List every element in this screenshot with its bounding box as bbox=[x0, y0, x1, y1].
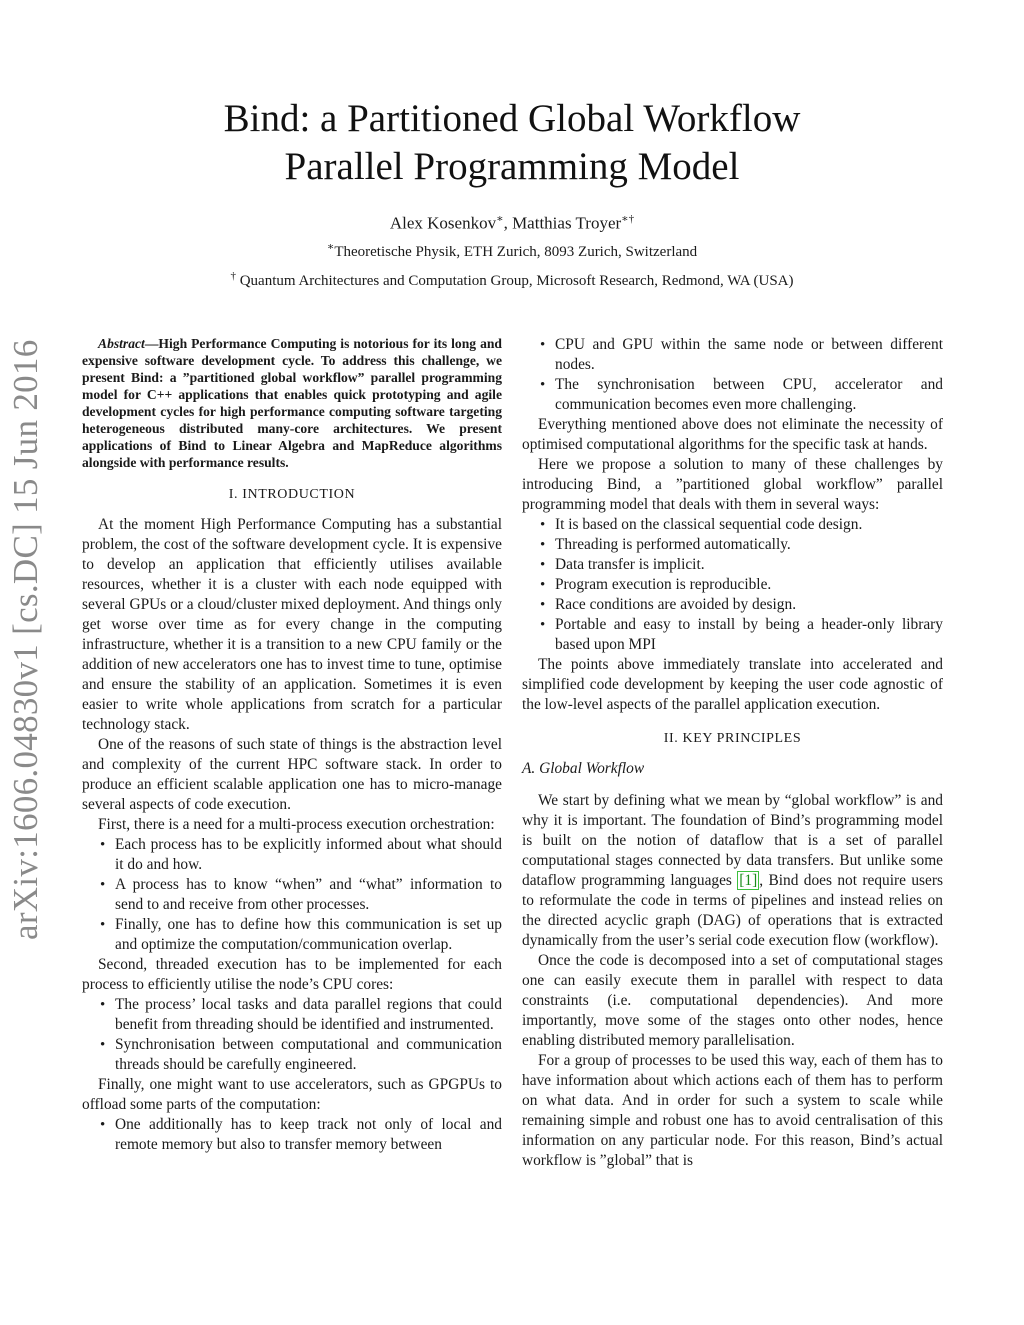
bullet-list bbox=[522, 515, 943, 655]
paragraph: One of the reasons of such state of things is the abstraction level and complexity of the current HPC software stack. In order to produce an efficient scalable application one has to micro-manage several aspects of code execution. bbox=[82, 736, 502, 813]
subsection-heading-global-workflow: A. Global Workflow bbox=[522, 760, 645, 777]
section-heading-key-principles: II. KEY PRINCIPLES bbox=[663, 731, 802, 746]
list-item: • The synchronisation between CPU, accelerator and communication becomes even more challenging. bbox=[522, 375, 943, 415]
list-item: • Each process has to be explicitly informed about what should it do and how. bbox=[82, 835, 502, 875]
list-item: • It is based on the classical sequential code design. bbox=[522, 515, 943, 535]
left-column bbox=[82, 335, 502, 1155]
paragraph: Everything mentioned above does not eliminate the necessity of optimised computational algorithms for the specific task at hands. bbox=[522, 416, 943, 453]
paragraph: Finally, one might want to use accelerators, such as GPGPUs to offload some parts of the computation: bbox=[82, 1076, 502, 1113]
paper-title bbox=[0, 95, 1024, 191]
paragraph: Once the code is decomposed into a set of computational stages one can easily execute them in parallel with respect to data constraints (i.e. computational dependencies). And more importantly, move some of the stages onto other nodes, hence enabling distributed memory parallelisation. bbox=[522, 952, 943, 1049]
paragraph: Second, threaded execution has to be implemented for each process to efficiently utilise the node’s CPU cores: bbox=[82, 956, 502, 993]
list-item: • Data transfer is implicit. bbox=[522, 555, 943, 575]
title-line-1: Bind: a Partitioned Global Workflow bbox=[223, 97, 801, 140]
affiliation-2: † Quantum Architectures and Computation Group, Microsoft Research, Redmond, WA (USA) bbox=[230, 269, 794, 289]
paragraph: For a group of processes to be used this way, each of them has to have information about which actions each of them has to perform on what data. And in order for such a system to scale while remaining simple and robust one has to avoid centralisation of this information on any particular node. For this reason, Bind’s actual workflow is ”global” that is bbox=[522, 1052, 943, 1169]
list-item: • Threading is performed automatically. bbox=[522, 535, 943, 555]
paragraph: The points above immediately translate into accelerated and simplified code development by keeping the user code agnostic of the low-level aspects of the parallel application execution. bbox=[522, 656, 943, 713]
list-item: • A process has to know “when” and “what” information to send to and receive from other processes. bbox=[82, 875, 502, 915]
bullet-list bbox=[522, 335, 943, 415]
citation-link[interactable]: [1] bbox=[739, 872, 758, 889]
author-names: Alex Kosenkov∗, Matthias Troyer∗† bbox=[389, 213, 635, 233]
paragraph: Here we propose a solution to many of these challenges by introducing Bind, a ”partitioned global workflow” parallel programming model that deals with them in several ways: bbox=[522, 456, 943, 513]
list-item: • Portable and easy to install by being a header-only library based upon MPI bbox=[522, 615, 943, 655]
affiliation-1: ∗Theoretische Physik, ETH Zurich, 8093 Zurich, Switzerland bbox=[326, 240, 698, 260]
title-line-2: Parallel Programming Model bbox=[284, 145, 740, 188]
list-item: • Program execution is reproducible. bbox=[522, 575, 943, 595]
abstract: Abstract—High Performance Computing is notorious for its long and expensive software development cycle. To address this challenge, we present Bind: a ”partitioned global workflow” parallel programming model for C++ applications that enables quick prototyping and agile development cycles for high performance computing software targeting heterogeneous distributed many-core architectures. We present applications of Bind to Linear Algebra and MapReduce algorithms alongside with performance results. bbox=[82, 336, 502, 470]
bullet-list bbox=[82, 1115, 502, 1155]
arxiv-identifier: arXiv:1606.04830v1 [cs.DC] 15 Jun 2016 bbox=[6, 339, 45, 940]
list-item: • Finally, one has to define how this communication is set up and optimize the computation/communication overlap. bbox=[82, 915, 502, 955]
paragraph: First, there is a need for a multi-process execution orchestration: bbox=[98, 816, 495, 833]
right-column bbox=[522, 335, 943, 1171]
list-item: • One additionally has to keep track not only of local and remote memory but also to transfer memory between bbox=[82, 1115, 502, 1155]
list-item: • Synchronisation between computational and communication threads should be carefully engineered. bbox=[82, 1035, 502, 1075]
bullet-list bbox=[82, 995, 502, 1075]
list-item: • Race conditions are avoided by design. bbox=[522, 595, 943, 615]
paragraph: We start by defining what we mean by “global workflow” is and why it is important. The foundation of Bind’s programming model is built on the notion of dataflow that is a set of parallel computational stages connected by data transfers. But unlike some dataflow programming languages [1] , Bind does not require users to reformulate the code in terms of pipelines and instead relies on the directed acyclic graph (DAG) of operations that is extracted dynamically from the user’s serial code execution flow (workflow). bbox=[522, 792, 943, 949]
section-heading-introduction: I. INTRODUCTION bbox=[228, 487, 356, 502]
list-item: • The process’ local tasks and data parallel regions that could benefit from threading should be identified and instrumented. bbox=[82, 995, 502, 1035]
bullet-list bbox=[82, 835, 502, 955]
paragraph: At the moment High Performance Computing has a substantial problem, the cost of the software development cycle. It is expensive to develop an application that efficiently utilises available resources, whether it is a cluster with each node equipped with several GPUs or a cloud/cluster mixed deployment. And things only get worse over time as for every change in the computing infrastructure, whether it is a transition to a new CPU family or the addition of new accelerators one has to invest time to tune, optimise and ensure the stability of an application. Sometimes it is even easier to write whole applications from scratch for a particular technology stack. bbox=[82, 516, 502, 733]
list-item-continuation: • CPU and GPU within the same node or between different nodes. bbox=[522, 335, 943, 375]
author-block bbox=[0, 208, 1024, 293]
